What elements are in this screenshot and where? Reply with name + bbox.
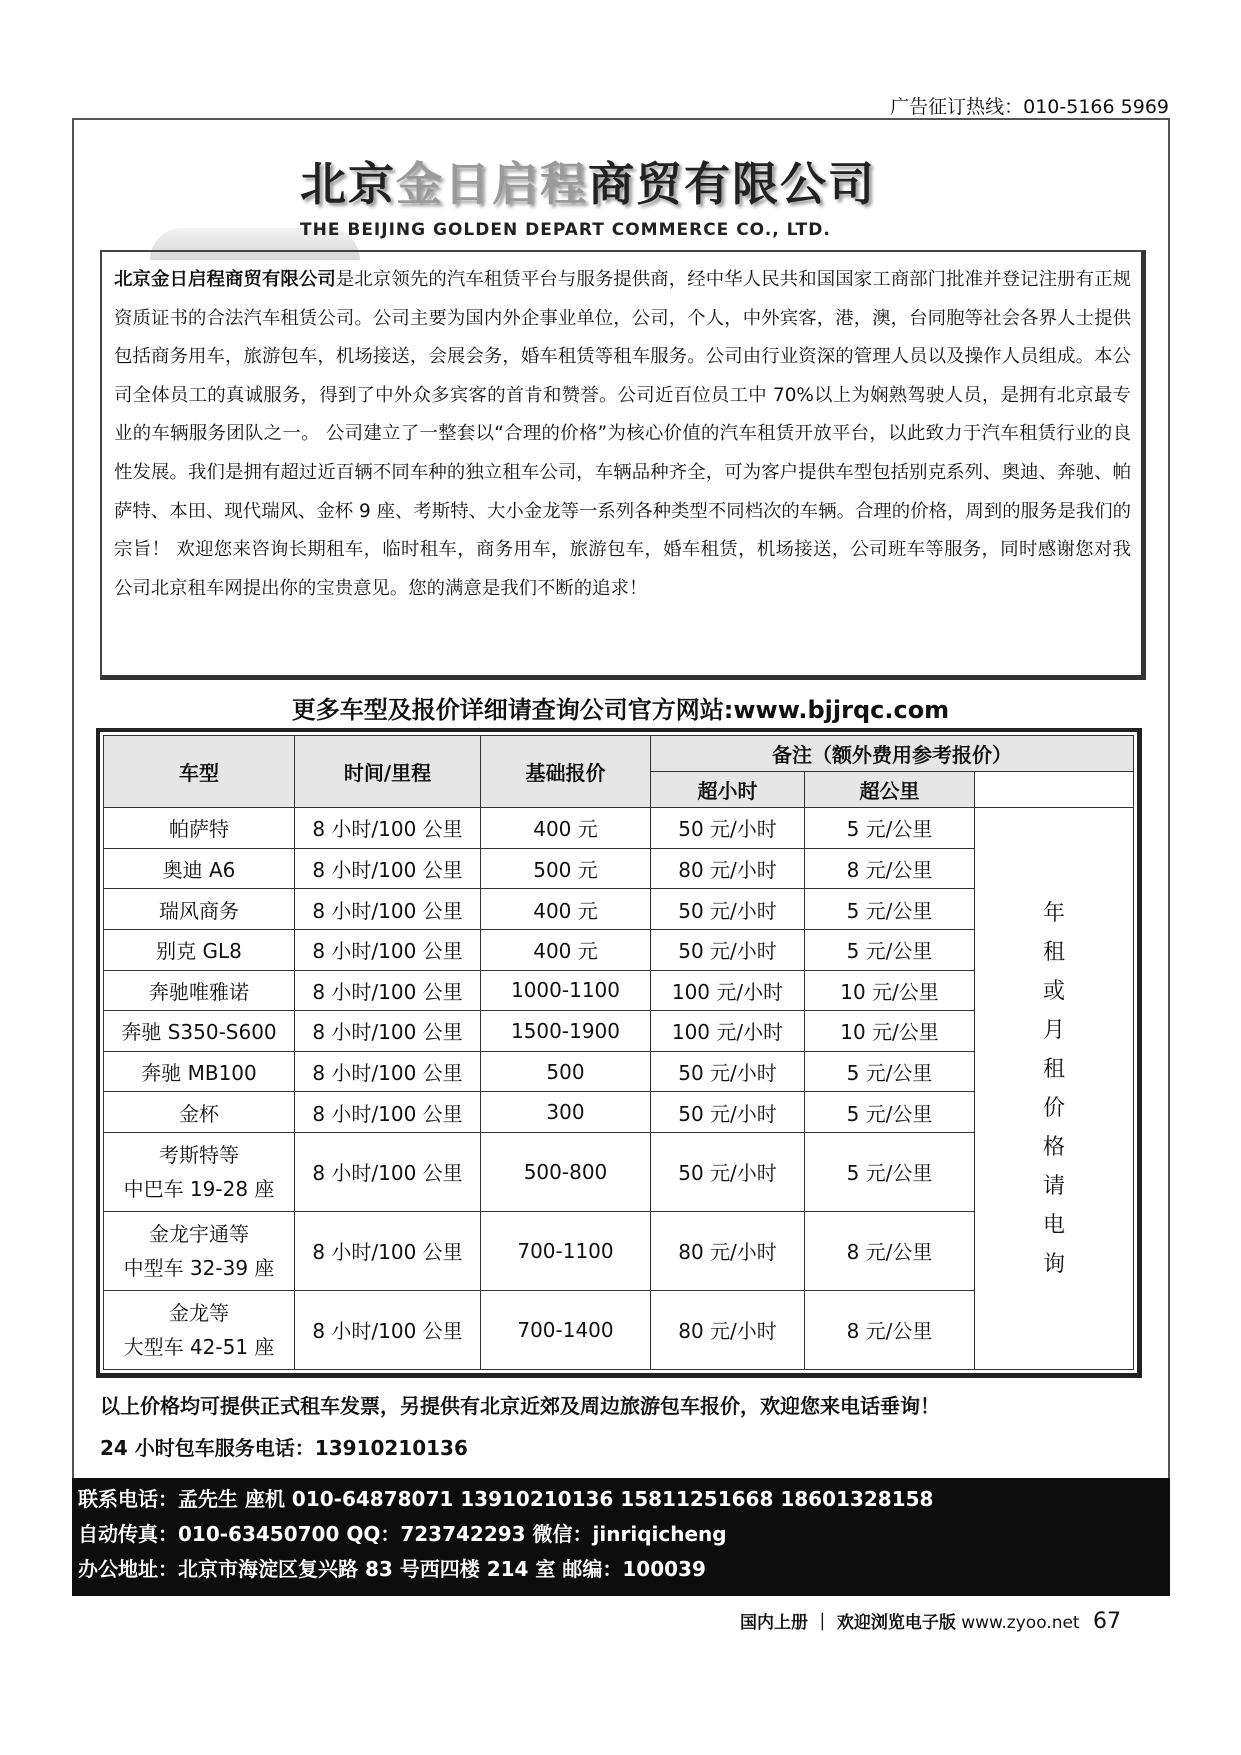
website-line: 更多车型及报价详细请查询公司官方网站:www.bjjrqc.com xyxy=(291,696,950,724)
cell-base-price: 300 xyxy=(481,1092,651,1133)
cell-model: 奥迪 A6 xyxy=(104,848,295,889)
cell-base-price: 1500-1900 xyxy=(481,1011,651,1052)
ad-hotline: 广告征订热线：010-5166 5969 xyxy=(890,96,1169,118)
logo-subtitle: THE BEIJING GOLDEN DEPART COMMERCE CO., LTD. xyxy=(300,220,831,240)
cell-model: 奔驰唯雅诺 xyxy=(104,970,295,1011)
annual-monthly-note xyxy=(975,808,1134,1370)
annual-monthly-note-char: 价 xyxy=(1042,1095,1065,1121)
cell-model: 金杯 xyxy=(104,1092,295,1133)
header-over-hour: 超小时 xyxy=(651,772,805,808)
cell-over-km: 8 元/公里 xyxy=(805,848,975,889)
annual-monthly-note-char: 租 xyxy=(1042,939,1065,965)
header-model: 车型 xyxy=(104,736,295,808)
annual-monthly-note-char: 租 xyxy=(1042,1056,1065,1082)
company-intro xyxy=(100,250,1146,680)
logo-title xyxy=(300,148,1080,214)
annual-monthly-note-char: 格 xyxy=(1042,1134,1065,1160)
cell-model: 帕萨特 xyxy=(104,808,295,849)
header-remarks: 备注（额外费用参考报价） xyxy=(651,736,1134,772)
cell-base-price: 400 元 xyxy=(481,929,651,970)
cell-over-km: 10 元/公里 xyxy=(805,1011,975,1052)
cell-base-price: 500-800 xyxy=(481,1133,651,1212)
cell-time-mileage: 8 小时/100 公里 xyxy=(295,1051,481,1092)
cell-over-km: 5 元/公里 xyxy=(805,1092,975,1133)
cell-over-km: 5 元/公里 xyxy=(805,889,975,930)
cell-time-mileage: 8 小时/100 公里 xyxy=(295,848,481,889)
cell-over-km: 5 元/公里 xyxy=(805,808,975,849)
cell-time-mileage: 8 小时/100 公里 xyxy=(295,1133,481,1212)
header-blank xyxy=(975,772,1134,808)
cell-model-line1: 金龙等 xyxy=(169,1300,229,1325)
service-phone: 24 小时包车服务电话：13910210136 xyxy=(100,1436,468,1460)
cell-base-price: 400 元 xyxy=(481,808,651,849)
header-time-mileage: 时间/里程 xyxy=(295,736,481,808)
cell-base-price: 700-1100 xyxy=(481,1211,651,1290)
cell-over-hour: 100 元/小时 xyxy=(651,970,805,1011)
cell-over-km: 5 元/公里 xyxy=(805,1051,975,1092)
footer-section: 国内上册 ｜ 欢迎浏览电子版 xyxy=(740,1613,956,1633)
cell-over-km: 5 元/公里 xyxy=(805,1133,975,1212)
cell-time-mileage: 8 小时/100 公里 xyxy=(295,889,481,930)
cell-over-hour: 50 元/小时 xyxy=(651,1051,805,1092)
cell-over-km: 10 元/公里 xyxy=(805,970,975,1011)
cell-model-line2: 中型车 32-39 座 xyxy=(123,1255,275,1280)
cell-model: 瑞风商务 xyxy=(104,889,295,930)
cell-over-hour: 50 元/小时 xyxy=(651,1092,805,1133)
cell-base-price: 1000-1100 xyxy=(481,970,651,1011)
cell-model: 奔驰 S350-S600 xyxy=(104,1011,295,1052)
annual-monthly-note-char: 月 xyxy=(1042,1017,1065,1043)
cell-over-hour: 50 元/小时 xyxy=(651,808,805,849)
logo-title-part1: 北京 xyxy=(300,157,396,211)
cell-time-mileage: 8 小时/100 公里 xyxy=(295,808,481,849)
cell-time-mileage: 8 小时/100 公里 xyxy=(295,970,481,1011)
logo-title-part3: 商贸有限公司 xyxy=(588,157,876,211)
cell-over-hour: 100 元/小时 xyxy=(651,1011,805,1052)
company-logo xyxy=(300,148,1080,248)
annual-monthly-note-char: 或 xyxy=(1042,978,1065,1004)
annual-monthly-note-char: 请 xyxy=(1042,1173,1065,1199)
contact-address: 办公地址：北京市海淀区复兴路 83 号西四楼 214 室 邮编：100039 xyxy=(78,1557,706,1581)
cell-base-price: 500 xyxy=(481,1051,651,1092)
cell-base-price: 400 元 xyxy=(481,889,651,930)
footer-site: www.zyoo.net xyxy=(961,1613,1080,1633)
cell-over-hour: 50 元/小时 xyxy=(651,929,805,970)
cell-model xyxy=(104,1133,295,1212)
cell-over-hour: 50 元/小时 xyxy=(651,889,805,930)
header-base-price: 基础报价 xyxy=(481,736,651,808)
cell-model xyxy=(104,1290,295,1369)
cell-over-km: 8 元/公里 xyxy=(805,1211,975,1290)
header-over-km: 超公里 xyxy=(805,772,975,808)
cell-model xyxy=(104,1211,295,1290)
cell-over-hour: 80 元/小时 xyxy=(651,1211,805,1290)
cell-time-mileage: 8 小时/100 公里 xyxy=(295,1092,481,1133)
cell-over-km: 5 元/公里 xyxy=(805,929,975,970)
cell-model-line2: 大型车 42-51 座 xyxy=(123,1334,275,1359)
cell-time-mileage: 8 小时/100 公里 xyxy=(295,1011,481,1052)
cell-over-hour: 80 元/小时 xyxy=(651,1290,805,1369)
page-number: 67 xyxy=(1093,1609,1122,1634)
contact-fax: 自动传真：010-63450700 QQ：723742293 微信：jinriqicheng xyxy=(78,1522,727,1546)
contact-phone: 联系电话：孟先生 座机 010-64878071 13910210136 15811251668 18601328158 xyxy=(78,1487,934,1511)
intro-company-name: 北京金日启程商贸有限公司 xyxy=(114,269,336,290)
page-footer xyxy=(740,1608,1121,1634)
intro-body: 是北京领先的汽车租赁平台与服务提供商，经中华人民共和国国家工商部门批准并登记注册有正规资质证书的合法汽车租赁公司。公司主要为国内外企事业单位，公司，个人，中外宾客，港，澳，台同胞等社会各界人士提供包括商务用车，旅游包车，机场接送，会展会务，婚车租赁等租车服务。公司由行业资深的管理人员以及操作人员组成。本公司全体员工的真诚服务，得到了中外众多宾客的首肯和赞誉。公司近百位员工中 70%以上为娴熟驾驶人员，是拥有北京最专业的车辆服务团队之一。 公司建立了一整套以“合理的价格”为核心价值的汽车租赁开放平台，以此致力于汽车租赁行业的良性发展。我们是拥有超过近百辆不同车种的独立租车公司，车辆品种齐全，可为客户提供车型包括别克系列、奥迪、奔驰、帕萨特、本田、现代瑞风、金杯 9 座、考斯特、大小金龙等一系列各种类型不同档次的车辆。合理的价格，周到的服务是我们的宗旨！ 欢迎您来咨询长期租车，临时租车，商务用车，旅游包车，婚车租赁，机场接送，公司班车等服务，同时感谢您对我公司北京租车网提出你的宝贵意见。您的满意是我们不断的追求！ xyxy=(114,269,1131,599)
cell-over-km: 8 元/公里 xyxy=(805,1290,975,1369)
cell-model-line1: 考斯特等 xyxy=(159,1142,239,1167)
cell-time-mileage: 8 小时/100 公里 xyxy=(295,1211,481,1290)
cell-model-line2: 中巴车 19-28 座 xyxy=(123,1176,275,1201)
contact-bar xyxy=(72,1478,1170,1596)
cell-model-line1: 金龙宇通等 xyxy=(149,1221,249,1246)
annual-monthly-note-char: 年 xyxy=(1042,900,1065,926)
cell-time-mileage: 8 小时/100 公里 xyxy=(295,1290,481,1369)
price-table xyxy=(96,728,1142,1378)
cell-model: 别克 GL8 xyxy=(104,929,295,970)
logo-title-part2: 金日启程 xyxy=(396,157,588,211)
cell-model: 奔驰 MB100 xyxy=(104,1051,295,1092)
cell-over-hour: 80 元/小时 xyxy=(651,848,805,889)
annual-monthly-note-char: 询 xyxy=(1042,1251,1065,1277)
annual-monthly-note-char: 电 xyxy=(1042,1212,1065,1238)
cell-time-mileage: 8 小时/100 公里 xyxy=(295,929,481,970)
invoice-note: 以上价格均可提供正式租车发票，另提供有北京近郊及周边旅游包车报价，欢迎您来电话垂询！ xyxy=(100,1394,940,1418)
cell-over-hour: 50 元/小时 xyxy=(651,1133,805,1212)
cell-base-price: 700-1400 xyxy=(481,1290,651,1369)
cell-base-price: 500 元 xyxy=(481,848,651,889)
table-row xyxy=(104,808,1134,849)
